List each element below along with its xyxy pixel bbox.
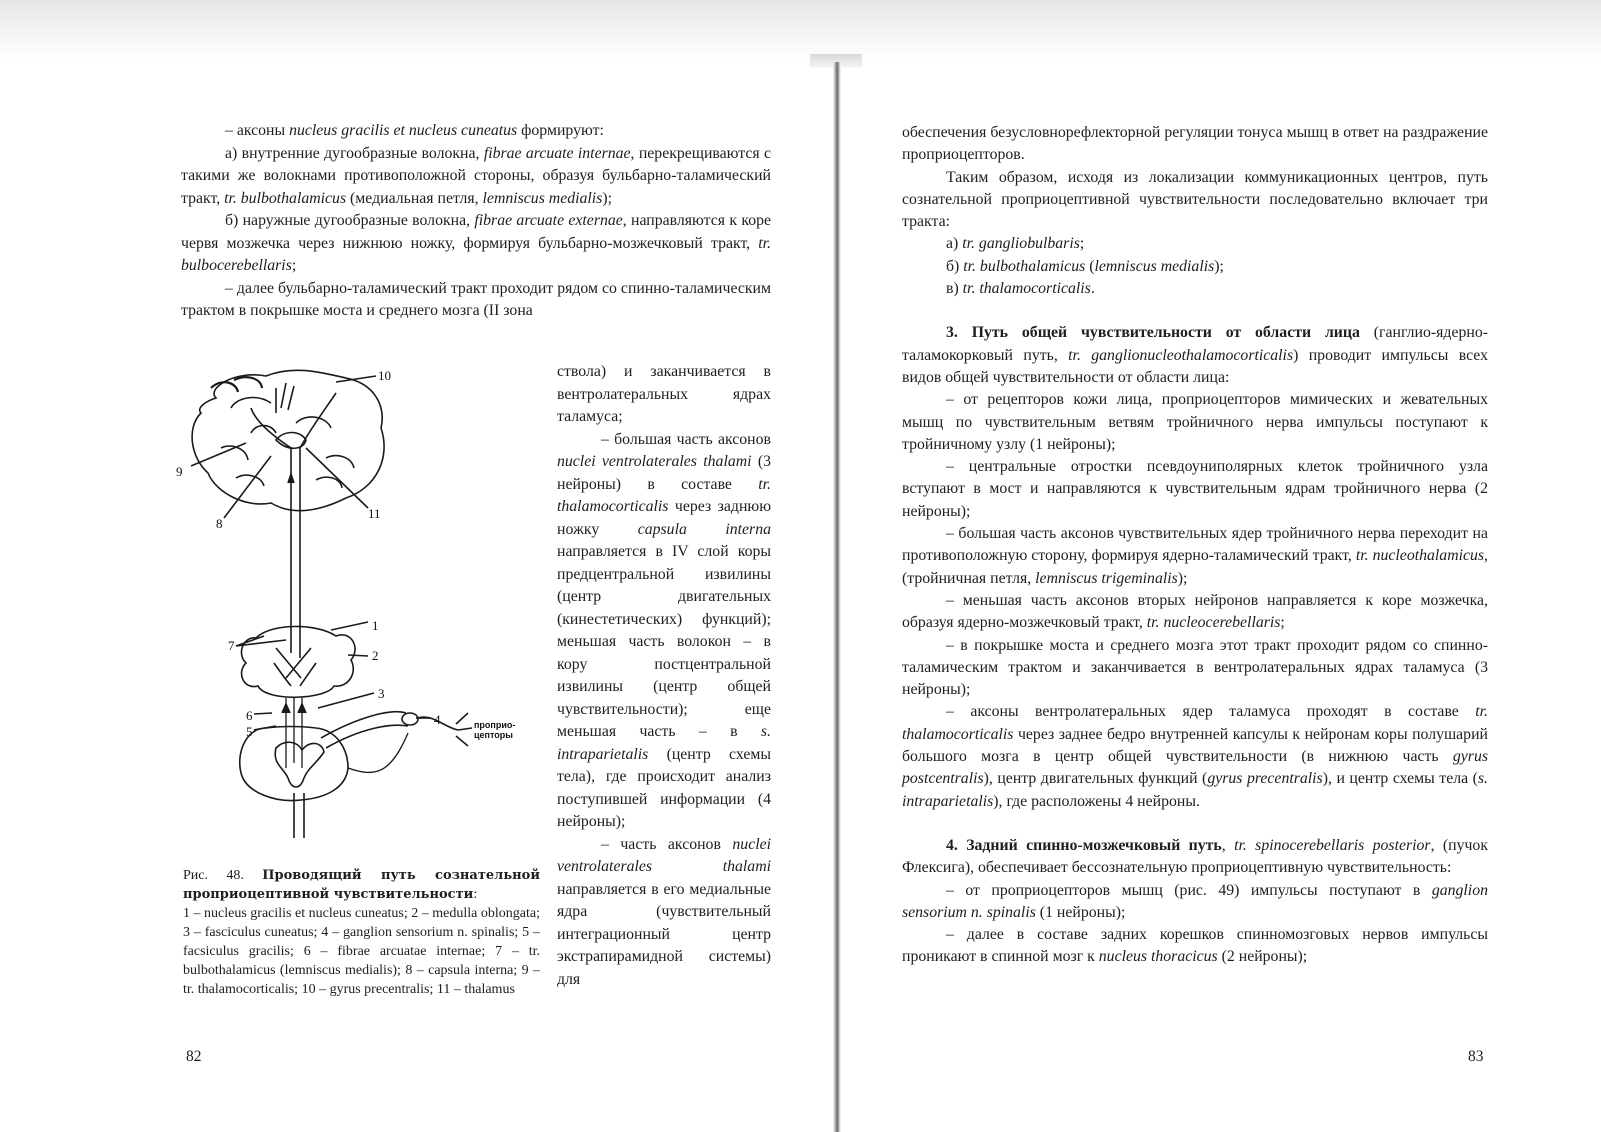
figure-label-3: 3: [378, 686, 385, 701]
figure-label-8: 8: [216, 516, 223, 531]
side-paragraph-3: – часть аксонов nuclei ventrolaterales thalami направляется в его медиальные ядра (чувствительный интеграционный центр экстрапирамидной системы) для: [557, 835, 771, 988]
left-paragraph-1: – аксоны nucleus gracilis et nucleus cuneatus формируют:: [225, 122, 604, 139]
figure-label-11: 11: [368, 506, 381, 521]
book-spine: [833, 62, 841, 1132]
left-page-top-text: [181, 120, 771, 323]
section-3-item-6: – аксоны вентролатеральных ядер таламуса проходят в составе tr. thalamocorticalis через заднее бедро внутренней капсулы к нейронам коры полушарий большого мозга в центр общей чувствительности (в нижнюю часть gyrus postcentralis), центр двигательных функций (gyrus precentralis), и центр схемы тела (s. intraparietalis), где расположены 4 нейроны.: [902, 703, 1489, 810]
section-4-heading: 4. Задний спинно-мозжечковый путь: [946, 836, 1222, 854]
left-paragraph-3: б) наружные дугообразные волокна, fibrae arcuate externae, направляются к коре червя мозжечка через нижнюю ножку, формируя бульбарно-мозжечковый тракт, tr. bulbocerebellaris;: [181, 212, 771, 274]
figure-48-diagram: [176, 368, 546, 848]
caption-legend: 1 – nucleus gracilis et nucleus cuneatus; 2 – medulla oblongata; 3 – fasciculus cuneatus; 4 – ganglion sensorium n. spinalis; 5 – facsiculus gracilis; 6 – fibrae arcuatae internae; 7 – tr. bulbothalamicus (lemniscus medialis); 8 – capsula interna; 9 – tr. thalamocorticalis; 10 – gyrus precentralis; 11 – thalamus: [183, 906, 540, 997]
left-page-side-column: [557, 361, 771, 991]
left-paragraph-4: – далее бульбарно-таламический тракт проходит рядом со спинно-таламическим трактом в покрышке моста и среднего мозга (II зона: [181, 279, 771, 319]
figure-label-9: 9: [176, 464, 183, 479]
side-paragraph-2: – большая часть аксонов nuclei ventrolaterales thalami (3 нейроны) в составе tr. thalamocorticalis через заднюю ножку capsula interna направляется в IV слой коры предцентральной извилины (центр двигательных (кинестетических) функций); меньшая часть волокон – в кору постцентральной извилины (центр общей чувствительности); еще меньшая часть – в s. intraparietalis (центр схемы тела), где происходит анализ поступившей информации (4 нейроны);: [557, 430, 771, 830]
right-paragraph-1: обеспечения безусловнорефлекторной регуляции тонуса мышц в ответ на раздражение проприоцепторов.: [902, 124, 1488, 164]
figure-label-receptors-1: проприо-: [474, 720, 516, 730]
scan-top-shadow: [0, 0, 1601, 60]
section-3-intro: 3. Путь общей чувствительности от области лица (ганглио-ядерно-таламокорковый путь, tr. ganglionucleothalamocorticalis) проводит импульсы всех видов общей чувствительности от области лица:: [902, 324, 1488, 386]
tract-list-item-a: а) tr. gangliobulbaris;: [946, 235, 1085, 253]
section-3-item-4: – меньшая часть аксонов вторых нейронов направляется к коре мозжечка, образуя ядерно-мозжечковый тракт, tr. nucleocerebellaris;: [902, 591, 1488, 632]
section-3-item-2: – центральные отростки псевдоуниполярных клеток тройничного узла вступают в мост и направляются к чувствительным ядрам тройничного нерва (2 нейроны);: [902, 458, 1488, 520]
figure-label-5: 5: [246, 724, 253, 739]
section-4-item-1: – от проприоцепторов мышц (рис. 49) импульсы поступают в ganglion sensorium n. spinalis (1 нейроны);: [902, 881, 1488, 921]
proprioceptive-pathway-diagram: [176, 368, 546, 848]
side-paragraph-1: ствола) и заканчивается в вентролатеральных ядрах таламуса;: [557, 363, 771, 425]
page-number-left: 82: [186, 1048, 202, 1065]
figure-label-10: 10: [378, 368, 391, 383]
figure-label-7: 7: [228, 638, 235, 653]
page-number-right: 83: [1468, 1048, 1484, 1065]
right-page-text: [902, 122, 1488, 969]
tract-list-item-c: в) tr. thalamocorticalis.: [946, 280, 1095, 298]
caption-title: Проводящий путь сознательной проприоцептивной чувствительности: [183, 868, 540, 902]
right-paragraph-2: Таким образом, исходя из локализации коммуникационных центров, путь сознательной проприоцептивной чувствительности последовательно включает три тракта:: [902, 168, 1488, 231]
left-paragraph-2: а) внутренние дугообразные волокна, fibrae arcuate internae, перекрещиваются с такими же волокнами противоположной стороны, образуя бульбарно-таламический тракт, tr. bulbothalamicus (медиальная петля, lemniscus medialis);: [181, 144, 771, 207]
section-4-intro: 4. Задний спинно-мозжечковый путь, tr. spinocerebellaris posterior, (пучок Флексига), обеспечивает бессознательную проприоцептивную чувствительность:: [902, 836, 1488, 877]
figure-label-2: 2: [372, 648, 379, 663]
caption-figure-number: Рис. 48.: [183, 868, 263, 883]
figure-48-caption: Рис. 48. Проводящий путь сознательной проприоцептивной чувствительности: 1 – nucleus gracilis et nucleus cuneatus; 2 – medulla oblongata; 3 – fasciculus cuneatus; 4 – ganglion sensorium n. spinalis; 5 – facsiculus gracilis; 6 – fibrae arcuatae internae; 7 – tr. bulbothalamicus (lemniscus medialis); 8 – capsula interna; 9 – tr. thalamocorticalis; 10 – gyrus precentralis; 11 – thalamus: [183, 868, 540, 997]
section-3-item-1: – от рецепторов кожи лица, проприоцепторов мимических и жевательных мышц по чувствительным ветвям тройничного нерва импульсы поступают к тройничному узлу (1 нейроны);: [902, 391, 1488, 453]
section-3-item-3: – большая часть аксонов чувствительных ядер тройничного нерва переходит на противоположную сторону, формируя ядерно-таламический тракт, tr. nucleothalamicus, (тройничная петля, lemniscus trigeminalis);: [902, 525, 1488, 587]
figure-label-4: 4: [434, 712, 441, 727]
section-3-item-5: – в покрышке моста и среднего мозга этот тракт проходит рядом со спинно-таламическим трактом и заканчивается в вентролатеральных ядрах таламуса (3 нейроны);: [902, 636, 1488, 699]
section-3-heading: 3. Путь общей чувствительности от области лица: [946, 324, 1360, 342]
figure-label-1: 1: [372, 618, 379, 633]
tract-list-item-b: б) tr. bulbothalamicus (lemniscus medialis);: [946, 257, 1224, 275]
figure-label-receptors-2: цепторы: [474, 730, 513, 740]
figure-label-6: 6: [246, 708, 253, 723]
section-4-item-2: – далее в составе задних корешков спинномозговых нервов импульсы проникают в спинной мозг к nucleus thoracicus (2 нейроны);: [902, 926, 1488, 966]
